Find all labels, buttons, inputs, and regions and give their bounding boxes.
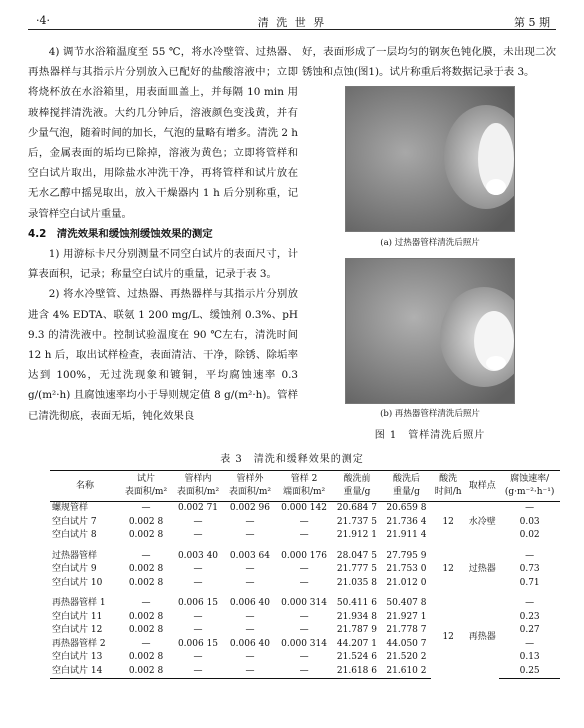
results-table <box>50 470 560 679</box>
page-number: ·4· <box>36 14 50 27</box>
caption-b: (b) 再热器管样清洗后照片 <box>380 409 480 419</box>
header-inner-area: 管样内 表面积/m² <box>172 471 224 502</box>
table-row: 空白试片 11 0.002 8 — — — 21.934 8 21.927 1 0.23 <box>52 611 540 622</box>
header-sampling-point: 取样点 <box>465 471 499 502</box>
table-row: 再热器管样 1 — 0.006 15 0.006 40 0.000 314 50.411 6 50.407 8 12 再热器 — <box>52 598 535 642</box>
table-row: 空白试片 9 0.002 8 — — — 21.777 5 21.753 0 0.73 <box>52 564 540 574</box>
paragraph-continuation: 好，表面形成了一层均匀的钢灰色钝化膜，未出现二次锈蚀和点蚀(图1)。试片称重后将数据记录于表 3。 <box>302 46 556 79</box>
paragraph-measure-2: 2) 将水冷壁管、过热器、再热器样与其指示片分别放进含 4% EDTA、联氨 1 200 mg/L、缓蚀剂 0.3%、pH 9.3 的清洗液中。控制试验温度在 90 ℃左右，清洗时间 12 h 后，取出试样检查，表面清洁、干净，除锈、除垢率达到 100%，无过洗现象和镀铜，平均腐蚀速率 0.3 g/(m²·h) 且腐蚀速率均小于导则规定值 8 g/(m²·h)。管样已清洗彻底，表面无垢，钝化效果良 <box>28 288 298 422</box>
tube-photo-a-image <box>346 87 515 232</box>
issue-number: 第 5 期 <box>514 16 550 29</box>
running-header <box>28 12 556 30</box>
table-row: 空白试片 7 0.002 8 — — — 21.737 5 21.736 4 0.03 <box>52 516 540 527</box>
paragraph-measure-1: 1) 用游标卡尺分别测量不同空白试片的表面尺寸，计算表面积，记录；称量空白试片的重量，记录于表 3。 <box>28 248 298 281</box>
table-row: 空白试片 8 0.002 8 — — — 21.912 1 21.911 4 0.02 <box>52 530 540 540</box>
tube-photo-b-image <box>346 259 515 404</box>
paragraph-step-4: 4) 调节水浴箱温度至 55 ℃，将水冷壁管、过热器、再热器样与其指示片分别放入已配好的盐酸溶液中；立即将烧杯放在水浴箱里，用表面皿盖上，并每隔 10 min 用玻棒搅拌清洗液。大约几分钟后，溶液颜色变浅黄，并有少量气泡，随着时间的加长，气泡的量略有增多。清洗 2 h 后，金属表面的垢均已除掉，溶液为黄色；立即将管样和空白试片取出，用除盐水冲洗干净，再将管样和试片放在无水乙醇中摇晃取出，放入干燥器内 1 h 后分别称重，记录管样空白试片重量。 <box>28 46 298 220</box>
header-weight-after: 酸洗后 重量/g <box>382 471 432 502</box>
row-spacer <box>50 590 560 597</box>
table-row: 再热器管样 2 — 0.006 15 0.006 40 0.000 314 44.207 1 44.050 7 — <box>52 638 535 649</box>
table-3-caption: 表 3 清洗和缓释效果的测定 <box>220 454 364 465</box>
figure-1-caption: 图 1 管样清洗后照片 <box>374 430 486 441</box>
table-row: 过热器管样 — 0.003 40 0.003 64 0.000 176 28.047 5 27.795 9 12 过热器 — <box>52 550 535 574</box>
section-heading-4-2: 4.2 清洗效果和缓蚀剂缓蚀效果的测定 <box>28 227 213 240</box>
table-row: 空白试片 10 0.002 8 — — — 21.035 8 21.012 0 0.71 <box>52 577 540 588</box>
header-weight-before: 酸洗前 重量/g <box>332 471 382 502</box>
caption-a: (a) 过热器管样清洗后照片 <box>380 238 480 248</box>
header-name: 名称 <box>50 471 120 502</box>
header-time: 酸洗 时间/h <box>431 471 465 502</box>
table-row: 空白试片 14 0.002 8 — — — 21.618 6 21.610 2 0.25 <box>50 665 560 679</box>
table-row: 空白试片 12 0.002 8 — — — 21.787 9 21.778 7 0.27 <box>52 625 540 635</box>
table-header-row <box>50 471 560 502</box>
header-coupon-area: 试片 表面积/m² <box>120 471 172 502</box>
left-column <box>28 42 298 426</box>
header-corrosion-rate: 腐蚀速率/ (g·m⁻²·h⁻¹) <box>499 471 560 502</box>
table-row: 空白试片 13 0.002 8 — — — 21.524 6 21.520 2 0.13 <box>52 652 540 662</box>
header-end-area: 管样 2 端面积/m² <box>276 471 332 502</box>
journal-title: 清 洗 世 界 <box>257 16 327 29</box>
photo-reheater-tube <box>345 258 515 404</box>
photo-superheater-tube <box>345 86 515 232</box>
table-row: 螺规管样 — 0.002 71 0.002 96 0.000 142 20.684 7 20.659 8 12 水冷壁 — <box>52 503 535 527</box>
header-outer-area: 管样外 表面积/m² <box>224 471 276 502</box>
row-spacer <box>50 543 560 550</box>
right-column <box>302 42 556 82</box>
